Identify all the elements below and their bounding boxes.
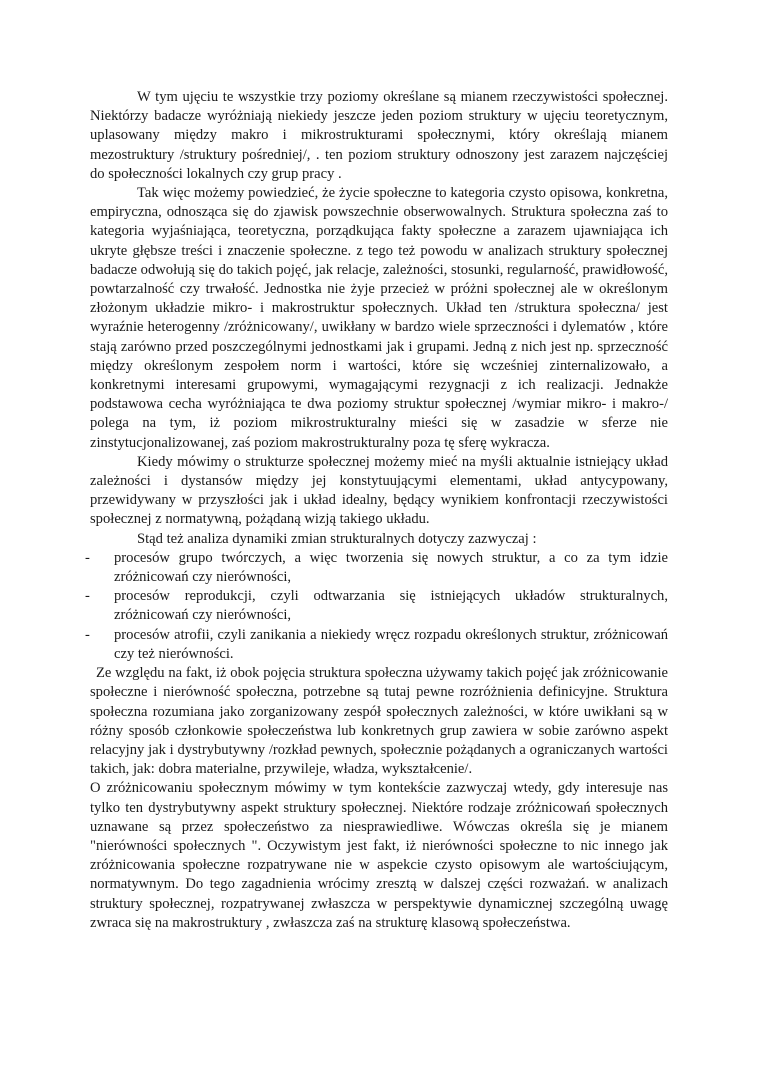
dash-bullet: - — [85, 549, 90, 566]
dash-bullet: - — [85, 626, 90, 643]
dash-bullet: - — [85, 588, 90, 605]
list-item-text: procesów reprodukcji, czyli odtwarzania się istniejących układów strukturalnych, zróżnicowań czy nierówności, — [114, 588, 668, 624]
paragraph: W tym ujęciu te wszystkie trzy poziomy określane są mianem rzeczywistości społecznej. Niektórzy badacze wyróżniają niekiedy jeszcze jeden poziom struktury w ujęciu teoretycznym, uplasowany między makro i mikrostrukturami społecznymi, który określają mianem mezostruktury /struktury pośredniej/, . ten poziom struktury odnoszony jest zarazem najczęściej do społeczności lokalnych czy grup pracy . — [90, 89, 668, 182]
dash-list — [85, 549, 668, 664]
list-item — [85, 626, 668, 664]
list-item-text: procesów grupo twórczych, a więc tworzenia się nowych struktur, a co za tym idzie zróżnicowań czy nierówności, — [114, 549, 668, 586]
list-item — [85, 587, 668, 625]
paragraph: Kiedy mówimy o strukturze społecznej możemy mieć na myśli aktualnie istniejący układ zależności i dystansów między jej konstytuującymi elementami, układ antycypowany, przewidywany w przyszłości jak i układ idealny, będący wynikiem konfrontacji rzeczywistości społecznej z normatywną, pożądaną wizją takiego układu. — [90, 453, 668, 528]
paragraph: Stąd też analiza dynamiki zmian strukturalnych dotyczy zazwyczaj : — [137, 530, 537, 547]
list-item — [85, 549, 668, 587]
paragraph: O zróżnicowaniu społecznym mówimy w tym kontekście zazwyczaj wtedy, gdy interesuje nas tylko ten dystrybutywny aspekt struktury społecznej. Niektóre rodzaje zróżnicowań społecznych uznawane są przez społeczeństwo za niesprawiedliwe. Wówczas określa się je mianem "nierówności społecznych ". Oczywistym jest fakt, iż nierówności społeczne to nic innego jak zróżnicowania społeczne rozpatrywane nie w aspekcie czysto opisowym ale wartościującym, normatywnym. Do tego zagadnienia wrócimy zresztą w dalszej części rozważań. w analizach struktury społecznej, rozpatrywanej zwłaszcza w perspektywie dynamicznej szczególną uwagę zwraca się na makrostruktury , zwłaszcza zaś na strukturę klasową społeczeństwa. — [90, 780, 668, 931]
list-item-text: procesów atrofii, czyli zanikania a niekiedy wręcz rozpadu określonych struktur, zróżnicowań czy też nierówności. — [114, 626, 668, 662]
document-page — [85, 88, 668, 933]
paragraph: Tak więc możemy powiedzieć, że życie społeczne to kategoria czysto opisowa, konkretna, empiryczna, odnosząca się do zjawisk powszechnie obserwowalnych. Struktura społeczna zaś to kategoria wyjaśniająca, teoretyczna, porządkująca fakty społeczne a zarazem ujawniająca ich ukryte głębsze treści i znaczenie społeczne. z tego też powodu w analizach struktury społecznej badacze odwołują się do takich pojęć, jak relacje, zależności, stosunki, regularność, prawidłowość, powtarzalność czy trwałość. Jednostka nie żyje przecież w próżni społecznej ale w określonym złożonym układzie mikro- i makrostruktur społecznych. Układ ten /struktura społeczna/ jest wyraźnie heterogenny /zróżnicowany/, uwikłany w bardzo wiele sprzeczności i dylematów , które stają zarówno przed poszczególnymi jednostkami jak i grupami. Jedną z nich jest np. sprzeczność między określonym zespołem norm i wartości, które się wcześniej zinternalizowało, a konkretnymi interesami grupowymi, wymagającymi rezygnacji z ich realizacji. Jednakże podstawowa cecha wyróżniająca te dwa poziomy struktur społecznej /wymiar mikro- i makro-/ polega na tym, iż poziom mikrostrukturalny mieści się w zasadzie w sferze nie zinstytucjonalizowanej, zaś poziom makrostrukturalny poza tę sferę wykracza. — [90, 185, 668, 451]
paragraph: Ze względu na fakt, iż obok pojęcia struktura społeczna używamy takich pojęć jak zróżnicowanie społeczne i nierówność społeczna, potrzebne są tutaj pewne rozróżnienia definicyjne. Struktura społeczna rozumiana jako zorganizowany zespół społecznych zależności, w które uwikłani są w różny sposób członkowie społeczeństwa lub konkretnych grup zawiera w sobie zarówno aspekt relacyjny jak i dystrybutywny /rozkład pewnych, społecznie pożądanych a ograniczanych wartości takich, jak: dobra materialne, przywileje, władza, wykształcenie/. — [90, 665, 668, 778]
